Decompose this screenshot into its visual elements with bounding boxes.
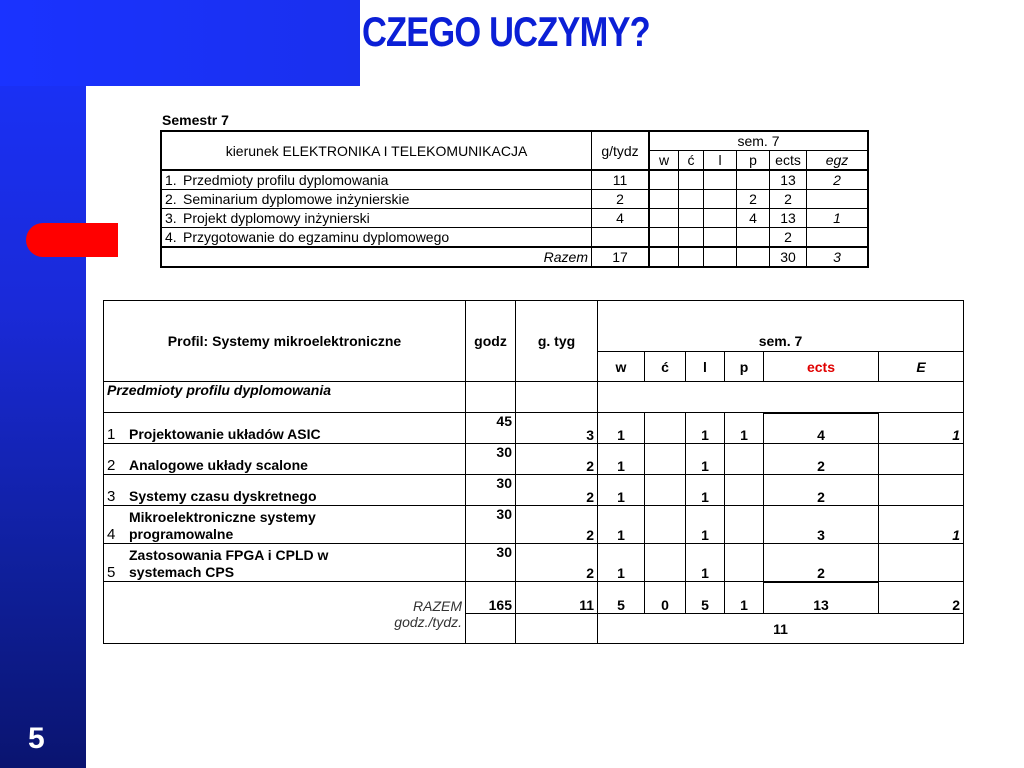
row-p (725, 444, 764, 475)
total-e: 2 (879, 582, 964, 614)
row-l: 1 (686, 444, 725, 475)
row-w (649, 190, 679, 209)
weekly-row (104, 614, 964, 644)
row-w (649, 209, 679, 228)
row-e: 1 (879, 506, 964, 544)
row-hours (592, 228, 650, 248)
total-c: 0 (645, 582, 686, 614)
t2-header-semester: sem. 7 (598, 301, 964, 352)
table-row (161, 209, 868, 228)
row-e: 1 (879, 413, 964, 444)
row-c (645, 506, 686, 544)
row-name: Projektowanie układów ASIC (129, 426, 321, 442)
t2-header-l: l (686, 352, 725, 382)
row-l (704, 228, 737, 248)
row-index: 4 (107, 526, 116, 543)
row-egz (807, 228, 869, 248)
row-ects: 4 (764, 413, 879, 444)
weekly-value: 11 (598, 614, 964, 644)
row-l: 1 (686, 506, 725, 544)
row-c (679, 228, 704, 248)
t1-header-w: w (649, 151, 679, 171)
t2-header-ects: ects (764, 352, 879, 382)
t1-header-hours: g/tydz (592, 131, 650, 170)
row-w: 1 (598, 413, 645, 444)
total-label: RAZEM (104, 582, 466, 614)
row-p (725, 506, 764, 544)
row-l (704, 170, 737, 190)
row-godz: 30 (466, 475, 516, 506)
weekly-label: godz./tydz. (104, 614, 466, 644)
row-name: Mikroelektroniczne systemy (129, 509, 316, 525)
row-hours: 4 (592, 209, 650, 228)
row-ects: 2 (770, 190, 807, 209)
row-gtyg: 2 (516, 544, 598, 582)
total-godz: 165 (466, 582, 516, 614)
row-w: 1 (598, 506, 645, 544)
row-gtyg: 2 (516, 475, 598, 506)
total-p (737, 247, 770, 267)
total-row (161, 247, 868, 267)
t2-header-gtyg: g. tyg (516, 301, 598, 382)
row-p (725, 475, 764, 506)
row-c (679, 209, 704, 228)
row-index: 5 (107, 564, 116, 581)
row-w (649, 170, 679, 190)
row-l (704, 209, 737, 228)
row-e (879, 544, 964, 582)
row-e (879, 475, 964, 506)
row-c (645, 544, 686, 582)
t1-header-l: l (704, 151, 737, 171)
red-accent-shape (26, 223, 118, 257)
row-name-continued: systemach CPS (129, 564, 235, 580)
row-c (645, 413, 686, 444)
row-name: Analogowe układy scalone (129, 457, 308, 473)
semester-table (160, 130, 869, 268)
row-ects: 2 (764, 544, 879, 582)
row-godz: 30 (466, 506, 516, 544)
t1-header-ects: ects (770, 151, 807, 171)
row-godz: 30 (466, 444, 516, 475)
row-w (649, 228, 679, 248)
weekly-gtyg-cell (516, 614, 598, 644)
total-w (649, 247, 679, 267)
weekly-godz-cell (466, 614, 516, 644)
left-blue-band (0, 0, 86, 768)
slide-title: CZEGO UCZYMY? (362, 8, 650, 55)
row-p (737, 228, 770, 248)
row-name: Projekt dyplomowy inżynierski (183, 210, 370, 226)
total-label: Razem (161, 247, 592, 267)
table-row (161, 190, 868, 209)
table-row (104, 475, 964, 506)
section-godz-cell (466, 382, 516, 413)
row-egz (807, 190, 869, 209)
row-gtyg: 2 (516, 506, 598, 544)
section-gtyg-cell (516, 382, 598, 413)
total-ects: 30 (770, 247, 807, 267)
total-egz: 3 (807, 247, 869, 267)
total-p: 1 (725, 582, 764, 614)
row-name-continued: programowalne (129, 526, 234, 542)
row-name: Seminarium dyplomowe inżynierskie (183, 191, 410, 207)
row-p (725, 544, 764, 582)
row-godz: 45 (466, 413, 516, 444)
row-c (679, 170, 704, 190)
profile-table (103, 300, 964, 644)
row-index: 2 (107, 457, 116, 474)
table-row (161, 170, 868, 190)
t2-header-w: w (598, 352, 645, 382)
row-name: Przygotowanie do egzaminu dyplomowego (183, 229, 450, 245)
t1-header-c: ć (679, 151, 704, 171)
row-godz: 30 (466, 544, 516, 582)
total-c (679, 247, 704, 267)
row-gtyg: 2 (516, 444, 598, 475)
row-hours: 2 (592, 190, 650, 209)
row-c (645, 475, 686, 506)
row-w: 1 (598, 544, 645, 582)
row-name: Systemy czasu dyskretnego (129, 488, 317, 504)
total-l: 5 (686, 582, 725, 614)
row-l: 1 (686, 413, 725, 444)
row-ects: 2 (770, 228, 807, 248)
total-row (104, 582, 964, 614)
t2-header-godz: godz (466, 301, 516, 382)
page-number: 5 (28, 722, 45, 755)
row-w: 1 (598, 475, 645, 506)
total-w: 5 (598, 582, 645, 614)
row-ects: 2 (764, 444, 879, 475)
top-blue-band (0, 0, 360, 86)
row-ects: 13 (770, 209, 807, 228)
row-egz: 2 (807, 170, 869, 190)
total-ects: 13 (764, 582, 879, 614)
t1-header-p: p (737, 151, 770, 171)
row-index: 1 (107, 426, 116, 443)
row-c (679, 190, 704, 209)
semester-heading: Semestr 7 (162, 112, 229, 128)
t2-header-c: ć (645, 352, 686, 382)
row-p: 2 (737, 190, 770, 209)
t2-header-e: E (879, 352, 964, 382)
row-e (879, 444, 964, 475)
row-name: Zastosowania FPGA i CPLD w (129, 547, 329, 563)
row-number: 1. (165, 172, 177, 188)
table-row (161, 228, 868, 248)
row-p: 4 (737, 209, 770, 228)
table-row (104, 444, 964, 475)
table-row (104, 413, 964, 444)
row-ects: 3 (764, 506, 879, 544)
row-number: 2. (165, 191, 177, 207)
t1-header-direction: kierunek ELEKTRONIKA I TELEKOMUNIKACJA (161, 131, 592, 170)
row-c (645, 444, 686, 475)
row-name: Przedmioty profilu dyplomowania (183, 172, 389, 188)
section-sem-cell (598, 382, 964, 413)
table-row (104, 544, 964, 582)
section-label: Przedmioty profilu dyplomowania (104, 382, 466, 413)
row-p (737, 170, 770, 190)
total-hours: 17 (592, 247, 650, 267)
row-w: 1 (598, 444, 645, 475)
row-p: 1 (725, 413, 764, 444)
row-ects: 2 (764, 475, 879, 506)
row-number: 3. (165, 210, 177, 226)
row-hours: 11 (592, 170, 650, 190)
t2-header-profile: Profil: Systemy mikroelektroniczne (104, 301, 466, 382)
row-index: 3 (107, 488, 116, 505)
t2-header-p: p (725, 352, 764, 382)
row-l: 1 (686, 475, 725, 506)
row-gtyg: 3 (516, 413, 598, 444)
row-ects: 13 (770, 170, 807, 190)
t1-header-semester: sem. 7 (649, 131, 868, 151)
table-row (104, 506, 964, 544)
row-l (704, 190, 737, 209)
total-gtyg: 11 (516, 582, 598, 614)
t1-header-egz: egz (807, 151, 869, 171)
row-number: 4. (165, 229, 177, 245)
total-l (704, 247, 737, 267)
row-l: 1 (686, 544, 725, 582)
row-egz: 1 (807, 209, 869, 228)
